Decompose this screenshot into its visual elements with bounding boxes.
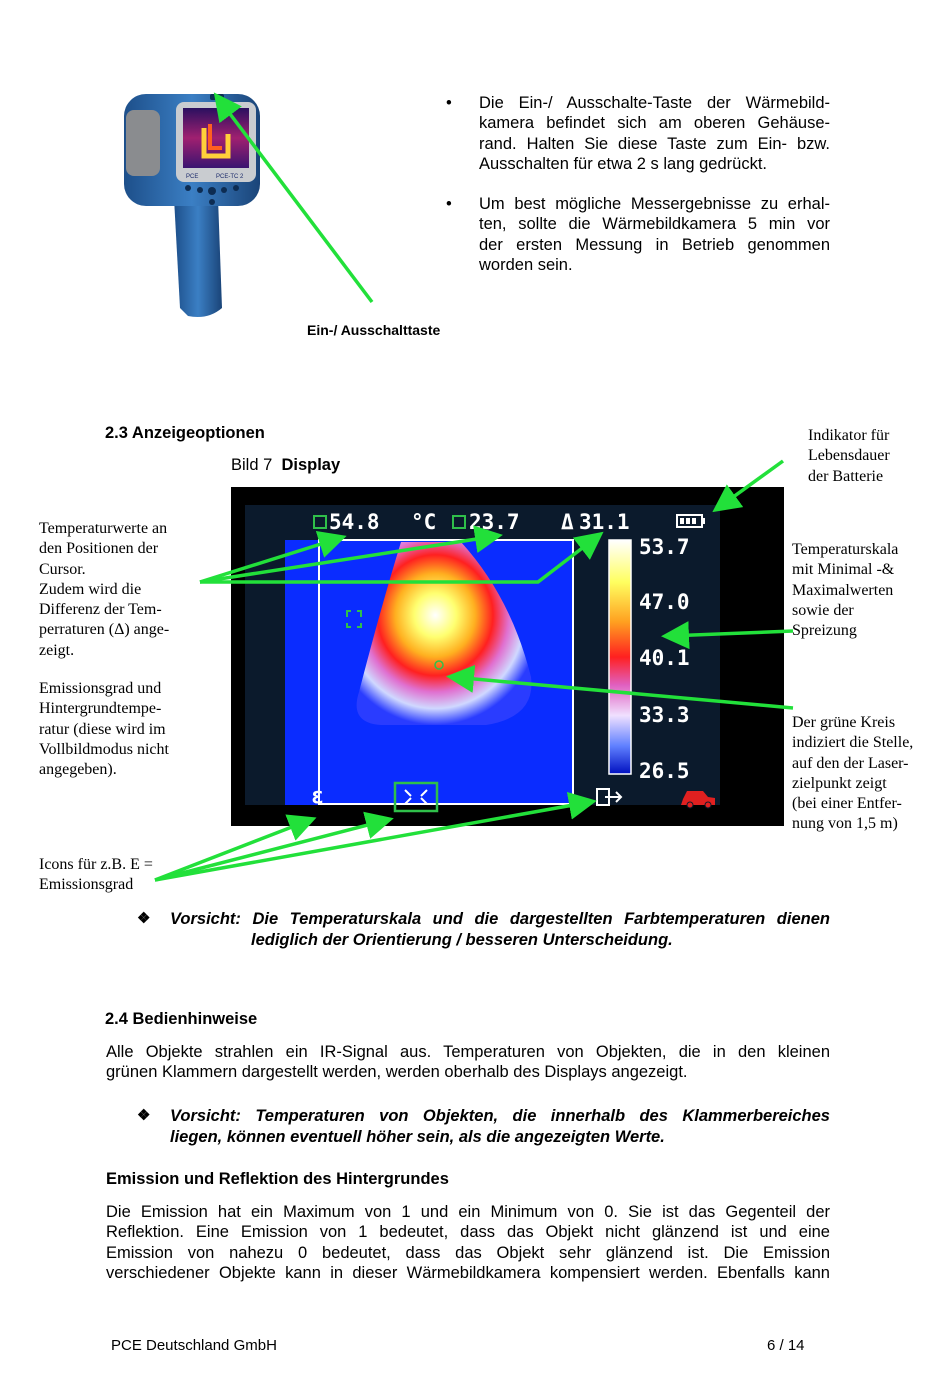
paragraph-line: verschiedener Objekte kann in dieser Wärmebildkamera kompensiert werden. Ebenfalls kann (106, 1263, 830, 1282)
annotation-line: Cursor. (39, 560, 86, 578)
scale-value-min: 26.5 (639, 759, 690, 783)
annotation-line: indiziert die Stelle, (792, 734, 914, 752)
annotation-line: Der grüne Kreis (792, 714, 896, 731)
annotation-line: Icons für z.B. E = (39, 856, 153, 873)
cursor2-value: 23.7 (469, 510, 520, 534)
paragraph-line: Alle Objekte strahlen ein IR-Signal aus. Temperaturen von Objekten, die in den kleinen (106, 1043, 830, 1061)
annotation-line: perraturen (Δ) ange- (39, 621, 170, 639)
paragraph-line: Reflektion. Eine Emission von 1 bedeutet, dass das Objekt nicht glänzend ist und eine (106, 1223, 830, 1242)
camera-model-label: PCE-TC 2 (216, 174, 244, 180)
cursor1-value: 54.8 (329, 510, 380, 534)
bullet-line: der ersten Messung in Betrieb genommen (479, 235, 830, 254)
section-2-3-heading: 2.3 Anzeigeoptionen (105, 424, 265, 442)
temperature-unit: °C (411, 510, 437, 534)
annotation-line: Temperaturskala (792, 541, 899, 558)
annotation-line: (bei einer Entfer- (792, 795, 902, 813)
bullet-line: rand. Halten Sie diese Taste zum Ein- bzw. (479, 134, 830, 153)
annotation-line: nung von 1,5 m) (792, 815, 898, 833)
annotation-line: mit Minimal -& (792, 561, 895, 579)
caution-note (137, 909, 830, 950)
emission-paragraph (106, 1202, 830, 1283)
section-2-4-heading: 2.4 Bedienhinweise (105, 1010, 258, 1028)
annotation-line: Lebensdauer (808, 447, 890, 465)
footer-company: PCE Deutschland GmbH (111, 1337, 277, 1354)
annotation-line: auf den der Laser- (792, 754, 909, 772)
caution-text: Temperaturen von Objekten, die innerhalb des Klammerbereiches (255, 1107, 830, 1125)
annotation-line: Indikator für (808, 427, 890, 444)
bullet-line: • Die Ein-/ Ausschalte-Taste der Wärmebild- (479, 94, 830, 112)
bullet-line: worden sein. (479, 256, 573, 275)
bullet-line: • Um best mögliche Messergebnisse zu erhal- (479, 195, 830, 214)
camera-brand-label: PCE (186, 174, 199, 180)
annotation-line: Emissionsgrad und (39, 680, 162, 697)
scale-value: 33.3 (639, 703, 690, 727)
caution-note (137, 1106, 830, 1147)
caution-label: Vorsicht: (170, 1107, 241, 1125)
delta-value: 31.1 (579, 510, 630, 534)
figure-label: Bild 7 (231, 456, 273, 474)
annotation-line: Vollbildmodus nicht (39, 740, 169, 758)
annotation-line: angegeben). (39, 761, 117, 779)
bullet-line: Ausschalten für etwa 2 s lang gedrückt. (479, 154, 767, 173)
annotation-line: Temperaturwerte an (39, 520, 168, 537)
emissivity-icon: ε (311, 784, 325, 809)
annotation-line: den Positionen der (39, 540, 159, 558)
annotation-line: ratur (diese wird im (39, 720, 166, 738)
bullet-line: ten, sollte die Wärmebildkamera 5 min vor (479, 215, 830, 234)
annotation-line: Emissionsgrad (39, 876, 134, 894)
paragraph-line: grünen Klammern dargestellt werden, werden oberhalb des Displays angezeigt. (106, 1063, 688, 1082)
scale-value-max: 53.7 (639, 535, 690, 559)
diamond-bullet-icon: ❖ (137, 1107, 151, 1124)
caution-text: Die Temperaturskala und die dargestellten Farbtemperaturen dienen (252, 910, 830, 928)
diamond-bullet-icon: ❖ (137, 910, 151, 927)
annotation-line: Zudem wird die (39, 580, 142, 598)
annotation-line: sowie der (792, 601, 854, 619)
caution-label: Vorsicht: (170, 910, 241, 928)
figure-title: Display (281, 456, 341, 474)
paragraph-line: Die Emission hat ein Maximum von 1 und ein Minimum von 0. Sie ist das Gegenteil der (106, 1203, 830, 1221)
annotation-line: Hintergrundtempe- (39, 700, 162, 718)
caution-text: lediglich der Orientierung / besseren Unterscheidung. (251, 930, 673, 949)
paragraph-line: Emission von nahezu 0 bedeutet, dass das Objekt sehr glänzend ist. Die Emission (106, 1243, 830, 1262)
annotation-line: Spreizung (792, 622, 857, 640)
annotation-line: Maximalwerten (792, 581, 894, 599)
footer-page-number: 6 / 14 (767, 1337, 805, 1354)
camera-caption: Ein-/ Ausschalttaste (307, 322, 441, 338)
bullet-line: kamera befindet sich am oberen Gehäuse- (479, 114, 830, 133)
caution-text: liegen, können eventuell höher sein, als die angezeigten Werte. (170, 1127, 665, 1146)
scale-value: 40.1 (639, 646, 690, 670)
section-2-4-paragraph (106, 1042, 830, 1083)
annotation-line: zielpunkt zeigt (792, 774, 887, 792)
emission-heading: Emission und Reflektion des Hintergrundes (106, 1170, 449, 1188)
annotation-line: der Batterie (808, 467, 884, 485)
annotation-line: zeigt. (39, 641, 75, 659)
scale-value: 47.0 (639, 590, 690, 614)
annotation-line: Differenz der Tem- (39, 601, 162, 619)
delta-symbol: Δ (561, 510, 574, 534)
